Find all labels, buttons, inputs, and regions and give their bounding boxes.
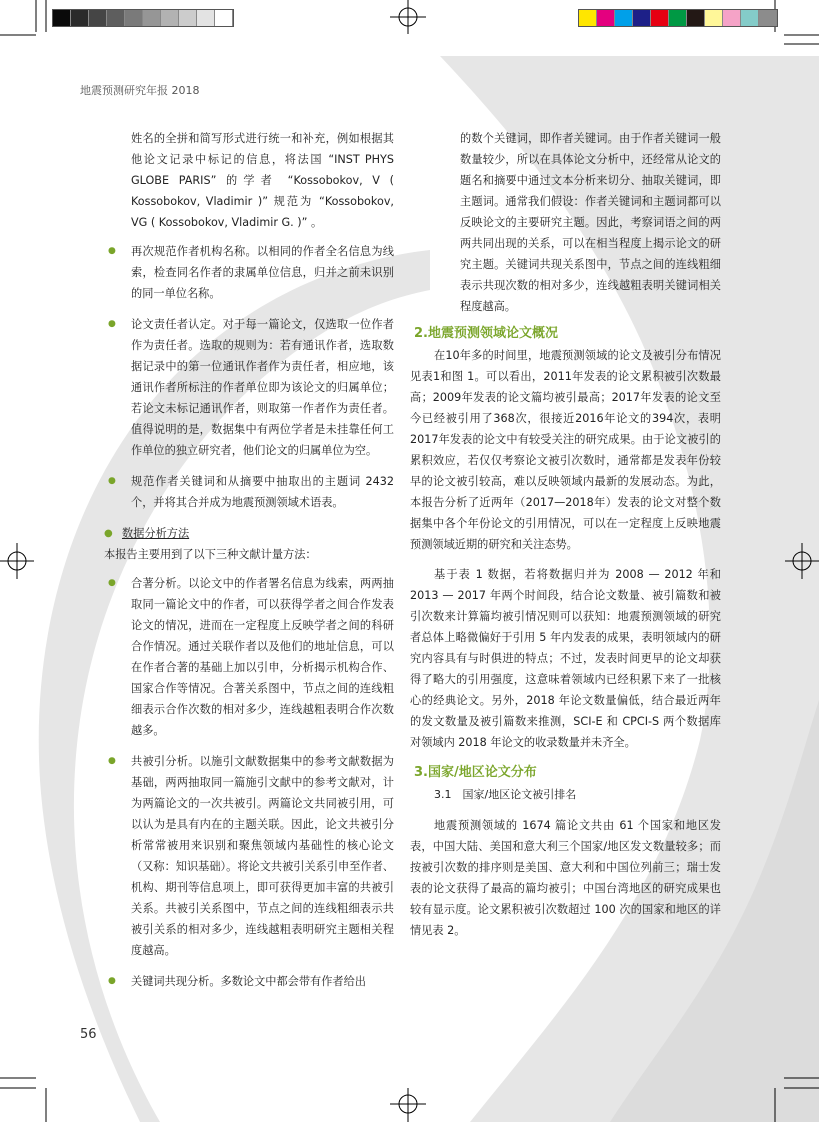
color-swatch <box>197 10 215 26</box>
color-swatch <box>125 10 143 26</box>
color-swatch <box>597 10 615 26</box>
color-swatch <box>107 10 125 26</box>
color-swatch <box>53 10 71 26</box>
color-swatch <box>161 10 179 26</box>
color-swatch <box>71 10 89 26</box>
subsection-heading: 3.1 国家/地区论文被引排名 <box>434 788 577 801</box>
page-number: 56 <box>80 1027 97 1042</box>
color-swatch <box>723 10 741 26</box>
color-swatch <box>579 10 597 26</box>
color-swatch <box>89 10 107 26</box>
color-swatch <box>215 10 233 26</box>
bullet-item: ● 共被引分析。以施引文献数据集中的参考文献数据为基础，两两抽取同一篇施引文献中的参考文献对，计为两篇论文的一次共被引。两篇论文共同被引用，可以认为是具有内在的主题关联。因此，论文共被引分析常常被用来识别和聚焦领域内基础性的核心论文（又称：知识基础）。将论文共被引关系引申至作者、机构、期刊等信息项上，即可获得更加丰富的共被引关系。共被引关系图中，节点之间的连线粗细表示共被引关系的相对多少，连线越粗表明研究主题相关程度越高。 <box>104 751 394 961</box>
running-header: 地震预测研究年报 2018 <box>80 84 200 97</box>
bullet-item: ● 论文责任者认定。对于每一篇论文，仅选取一位作者作为责任者。选取的规则为：若有通讯作者，选取数据记录中的第一位通讯作者作为责任者，相应地，该通讯作者所标注的作者单位即为该论文的归属单位；若论文未标记通讯作者，则取第一作者作为责任者。值得说明的是，数据集中有两位学者是未挂靠任何工作单位的独立研究者，他们论文的归属单位为空。 <box>104 314 394 461</box>
color-swatch <box>687 10 705 26</box>
section-heading: 2.地震预测领域论文概况 <box>414 326 558 341</box>
color-swatch <box>759 10 777 26</box>
body-paragraph: 基于表 1 数据，若将数据归并为 2008 — 2012 年和 2013 — 2017 年两个时间段，结合论文数量、被引篇数和被引次数来计算篇均被引情况则可以获知：地震预测领域的研究者总体上略微偏好于引用 5 年内发表的成果，表明领域内的研究内容具有与时俱进的特点；不过，发表时间更早的论文却获得了略大的引用强度，这意味着领域内已经积累下来了一批核心的经典论文。另外，2018 年论文数量偏低，结合最近两年的发文数量及被引篇数来推测，SCI-E 和 CPCI-S 两个数据库对领域内 2018 年论文的收录数量并未齐全。 <box>410 568 721 749</box>
bullet-item: ● 关键词共现分析。多数论文中都会带有作者给出 <box>104 971 394 992</box>
color-swatch <box>143 10 161 26</box>
section-heading: 3.国家/地区论文分布 <box>414 765 537 780</box>
process-color-bar <box>578 9 778 27</box>
bullet-item: ● 合著分析。以论文中的作者署名信息为线索，两两抽取同一篇论文中的作者，可以获得学者之间合作发表论文的情况，进而在一定程度上反映学者之间的科研合作情况。通过关联作者以及他们的地址信息，可以在作者合著的基础上加以引申，分析揭示机构合作、国家合作等情况。合著关系图中，节点之间的连线粗细表示合作次数的相对多少，连线越粗表明合作次数越多。 <box>104 573 394 741</box>
bullet-item: ● 再次规范作者机构名称。以相同的作者全名信息为线索，检查同名作者的隶属单位信息，归并之前未识别的同一单位名称。 <box>104 241 394 304</box>
methods-intro: 本报告主要用到了以下三种文献计量方法： <box>104 548 317 561</box>
color-swatch <box>705 10 723 26</box>
body-paragraph: 在10年多的时间里，地震预测领域的论文及被引分布情况见表1和图 1。可以看出，2011年发表的论文累积被引次数最高；2009年发表的论文篇均被引最高；2017年发表的论文至今已经被引用了368次，很接近2016年论文的394次，表明2017年发表的论文中有较受关注的研究成果。由于论文被引的累积效应，若仅仅考察论文被引次数时，通常都是发表年份较早的论文被引较高，难以反映领域内最新的发展动态。为此，本报告分析了近两年（2017—2018年）发表的论文对整个数据集中各个年份论文的引用情况，可以在一定程度上反映地震预测领域近期的研究和关注态势。 <box>410 349 721 551</box>
grayscale-color-bar <box>52 9 234 27</box>
continued-paragraph: 的数个关键词，即作者关键词。由于作者关键词一般数量较少，所以在具体论文分析中，还经常从论文的题名和摘要中通过文本分析来切分、抽取关键词，即主题词。通常我们假设：作者关键词和主题词都可以反映论文的主要研究主题。因此，考察词语之间的两两共同出现的关系，可以在相当程度上揭示论文的研究主题。关键词共现关系图中，节点之间的连线粗细表示共现次数的相对多少，连线越粗表明关键词相关程度越高。 <box>460 132 721 313</box>
color-swatch <box>615 10 633 26</box>
body-paragraph: 地震预测领域的 1674 篇论文共由 61 个国家和地区发表，中国大陆、美国和意大利三个国家/地区发文数量较多；而按被引次数的排序则是美国、意大利和中国位列前三；瑞士发表的论文获得了最高的篇均被引；中国台湾地区的研究成果也较有显示度。论文累积被引次数超过 100 次的国家和地区的详情见表 2。 <box>410 819 721 937</box>
color-swatch <box>669 10 687 26</box>
color-swatch <box>633 10 651 26</box>
right-column <box>410 128 721 941</box>
color-swatch <box>179 10 197 26</box>
continued-paragraph: 姓名的全拼和简写形式进行统一和补充，例如根据其他论文记录中标记的信息，将法国 “INST PHYS GLOBE PARIS” 的学者 “Kossobokov, V ( Kossobokov, Vladimir )” 规范为 “Kossobokov, VG ( Kossobokov, Vladimir G. )” 。 <box>131 132 394 229</box>
color-swatch <box>651 10 669 26</box>
color-swatch <box>741 10 759 26</box>
section-subheading <box>104 523 394 544</box>
bullet-item: ● 规范作者关键词和从摘要中抽取出的主题词 2432 个，并将其合并成为地震预测领域术语表。 <box>104 471 394 513</box>
left-column <box>104 128 394 1002</box>
subheading-text: 数据分析方法 <box>122 527 190 540</box>
